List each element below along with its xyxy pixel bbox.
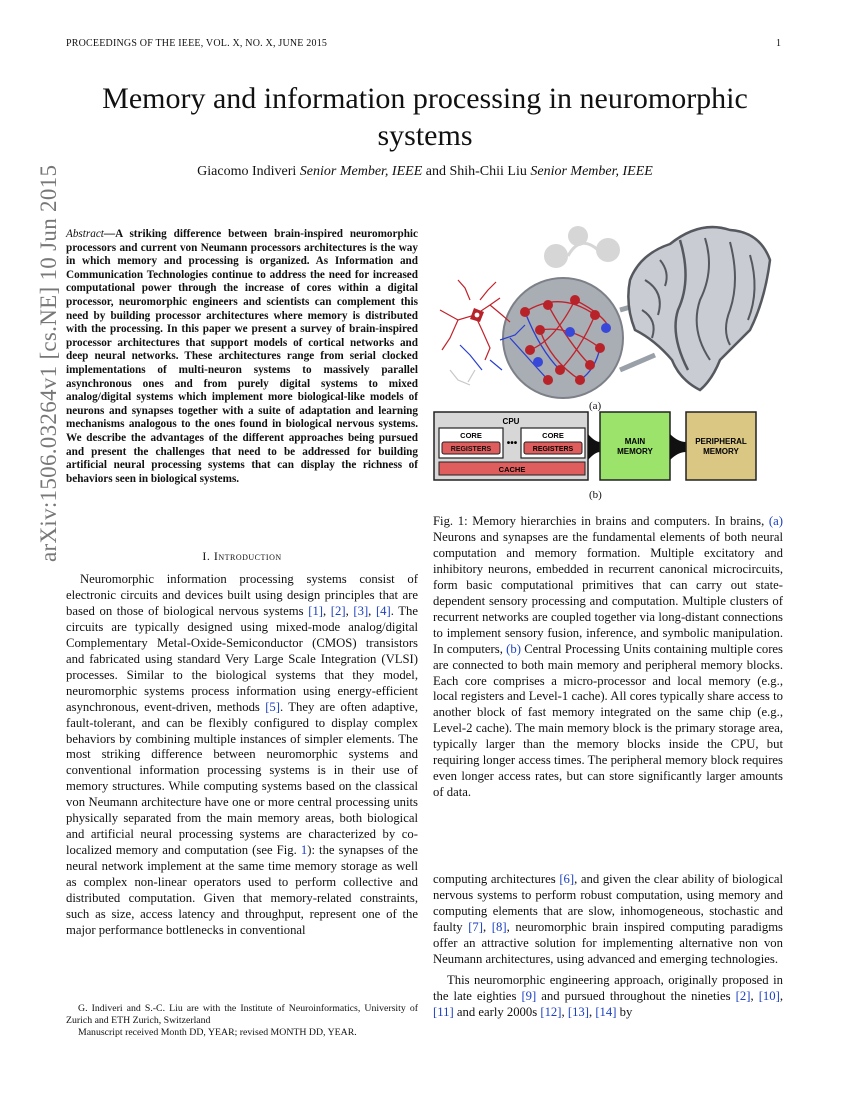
citation-link[interactable]: [4] — [375, 603, 391, 618]
abstract-label: Abstract — [66, 228, 104, 240]
footnote-affiliation: G. Indiveri and S.-C. Liu are with the Institute of Neuroinformatics, University of Zurich and ETH Zurich, Switzerland — [66, 1003, 418, 1026]
peripheral-label-2: MEMORY — [703, 447, 739, 456]
brain-icon — [628, 227, 770, 390]
subfigure-label-a: (a) — [589, 400, 602, 412]
bus-connector — [670, 434, 686, 460]
text-run: Central Processing Units containing multiple cores are connected to both main memory and peripheral memory blocks. Each core comprises a micro-processor and local memory (e.g., local registers and Level-1 cache). All cores typically share access to another block of fast memory integrated on the same chip (e.g., Level-2 cache). The main memory block is the primary storage area, typically larger than the memory blocks inside the CPU, but requiring longer access times. The peripheral memory block requires even longer access rates, but can store significantly larger amounts of data. — [433, 641, 783, 800]
figure-1 — [430, 220, 790, 510]
connection-line — [620, 355, 655, 370]
citation-link[interactable]: [14] — [595, 1004, 617, 1019]
text-run: Neurons and synapses are the fundamental elements of both neural computation and memory formation. Multiple excitatory and inhibitory neurons, embedded in recurrent canonical microcircuits, form basic computational primitives that can carry out state-dependent sensory processing and computation. Multiple clusters of recurrent networks are coupled together via long-distant connections to implement sensory fusion, inference, and symbolic manipulation. In computers, — [433, 529, 783, 656]
citation-link[interactable]: [6] — [559, 872, 575, 886]
network-link — [568, 243, 598, 256]
cpu-label: CPU — [502, 417, 520, 426]
text-run: , — [588, 1004, 596, 1019]
body-paragraph — [433, 872, 783, 968]
intro-column-right — [433, 872, 783, 1021]
text-run: by — [616, 1004, 633, 1019]
citation-link[interactable]: [9] — [521, 988, 537, 1003]
main-memory-label-1: MAIN — [624, 437, 646, 446]
text-run: computing architectures — [433, 872, 560, 886]
main-memory-label-2: MEMORY — [617, 447, 653, 456]
peripheral-memory-block — [686, 412, 756, 480]
abstract — [66, 228, 418, 486]
text-run: . The circuits are typically designed using mixed-mode analog/digital Complementary Metal-Oxide-Semiconductor (CMOS) transistors and fabricated using standard Very Large Scale Integration (VLSI) processes. Similar to the biological systems that they model, neuromorphic systems process information using energy-efficient asynchronous, event-driven, methods — [66, 603, 419, 714]
citation-link[interactable]: [13] — [567, 1004, 589, 1019]
figure-caption — [433, 514, 783, 801]
citation-link[interactable]: [2] — [330, 603, 346, 618]
subfigure-link-b[interactable]: (b) — [506, 641, 521, 656]
page-number: 1 — [776, 38, 781, 49]
citation-link[interactable]: [7] — [468, 919, 483, 934]
cache-label: CACHE — [498, 465, 526, 474]
text-run: Fig. 1: Memory hierarchies in brains and computers. In brains, — [433, 514, 769, 528]
arxiv-stamp: arXiv:1506.03264v1 [cs.NE] 10 Jun 2015 — [36, 164, 61, 562]
text-run: , — [750, 988, 759, 1003]
network-node — [596, 238, 620, 262]
bus-connector — [588, 434, 600, 460]
footnote — [66, 1003, 418, 1039]
network-node — [544, 244, 568, 268]
citation-link[interactable]: [1] — [308, 603, 324, 618]
text-run: , — [368, 603, 376, 618]
author-1-role: Senior Member, IEEE — [299, 164, 423, 179]
core-label-1: CORE — [460, 431, 482, 440]
citation-link[interactable]: [8] — [491, 919, 507, 934]
citation-link[interactable]: [2] — [735, 988, 751, 1003]
running-header: PROCEEDINGS OF THE IEEE, VOL. X, NO. X, JUNE 2015 — [66, 38, 328, 49]
intro-paragraph — [66, 572, 418, 939]
author-conjunction: and — [425, 164, 446, 179]
registers-label-2: REGISTERS — [532, 446, 574, 453]
figure-link[interactable]: 1 — [300, 843, 308, 858]
text-run: and pursued throughout the nineties — [536, 988, 736, 1003]
citation-link[interactable]: [5] — [265, 699, 280, 714]
microcircuit-circle — [503, 278, 623, 398]
citation-link[interactable]: [10] — [758, 988, 780, 1003]
registers-label-1: REGISTERS — [450, 446, 492, 453]
subfigure-link-a[interactable]: (a) — [768, 514, 783, 528]
author-line — [66, 164, 784, 180]
author-1: Giacomo Indiveri — [197, 164, 297, 179]
text-run: , — [779, 988, 784, 1003]
main-memory-block — [600, 412, 670, 480]
author-2-role: Senior Member, IEEE — [530, 164, 653, 179]
intro-column-left — [66, 572, 418, 939]
text-run: , — [345, 603, 354, 618]
text-run: , — [483, 919, 492, 934]
text-run: , neuromorphic brain inspired computing paradigms offer an attractive solution for implementing alternative non von Neumann architectures, using advanced and emerging technologies. — [433, 919, 783, 966]
text-run: and early 2000s — [453, 1004, 541, 1019]
paper-title: Memory and information processing in neuromorphic systems — [102, 82, 748, 152]
text-run: . They are often adaptive, fault-tolerant, and can be flexibly configured to display complex behaviors by combining multiple instances of simpler elements. The most striking difference between neuromorphic systems and conventional information processing systems is in their use of memory structures. While computing systems based on the classical von Neumann architecture have one or more central processing units physically separated from the main memory areas, both biological and artificial neural processing systems are characterized by co-localized memory and computation (see Fig. — [66, 699, 418, 858]
section-heading: I. Introduction — [202, 549, 282, 563]
citation-link[interactable]: [12] — [540, 1004, 562, 1019]
computer-architecture-diagram — [434, 412, 756, 480]
ellipsis-dots: ••• — [506, 438, 518, 449]
citation-link[interactable]: [11] — [433, 1004, 454, 1019]
text-run: , — [561, 1004, 568, 1019]
footnote-manuscript: Manuscript received Month DD, YEAR; revised MONTH DD, YEAR. — [78, 1027, 357, 1038]
text-run: ): the synapses of the neural network implement at the same time memory storage as well as complex non-linear operators used to perform collective and distributed computation. Given that memory-related constraints, such as size, access latency and throughput, represent one of the major performance bottlenecks in conventional — [66, 843, 418, 937]
text-run: , and given the clear ability of biological nervous systems to perform robust computation, using memory and computing elements that are slow, inhomogeneous, stochastic and faulty — [433, 872, 783, 934]
body-paragraph — [433, 973, 783, 1021]
author-2: Shih-Chii Liu — [449, 164, 527, 179]
text-run: , — [323, 603, 331, 618]
subfigure-label-b: (b) — [589, 489, 602, 501]
text-run: Neuromorphic information processing systems consist of electronic circuits and devices built using design principles that are based on those of biological nervous systems — [66, 572, 418, 618]
text-run: This neuromorphic engineering approach, originally proposed in the late eighties — [433, 972, 783, 1003]
core-label-2: CORE — [542, 431, 564, 440]
abstract-text: —A striking difference between brain-inspired neuromorphic processors and current von Neumann processors architectures is the way in which memory and processing is organized. As Information and Communication Technologies continue to address the need for increased computational power through the increase of cores within a digital processor, neuromorphic engineers and scientists can complement this need by building processor architectures where memory is distributed with the processing. In this paper we present a survey of brain-inspired processor architectures that support models of cortical networks and deep neural networks. These architectures range from serial clocked implementations of multi-neuron systems to massively parallel asynchronous ones and from purely digital systems to mixed analog/digital systems which implement more biological-like models of neurons and synapses together with a suite of adaptation and learning mechanisms analogous to the ones found in biological nervous systems. We describe the advantages of the different approaches being pursued and present the challenges that need to be addressed for building artificial neural processing systems that can display the richness of behaviors seen in biological systems. — [66, 228, 418, 485]
citation-link[interactable]: [3] — [353, 603, 369, 618]
neuron-nucleus — [475, 313, 480, 318]
peripheral-label-1: PERIPHERAL — [695, 437, 747, 446]
